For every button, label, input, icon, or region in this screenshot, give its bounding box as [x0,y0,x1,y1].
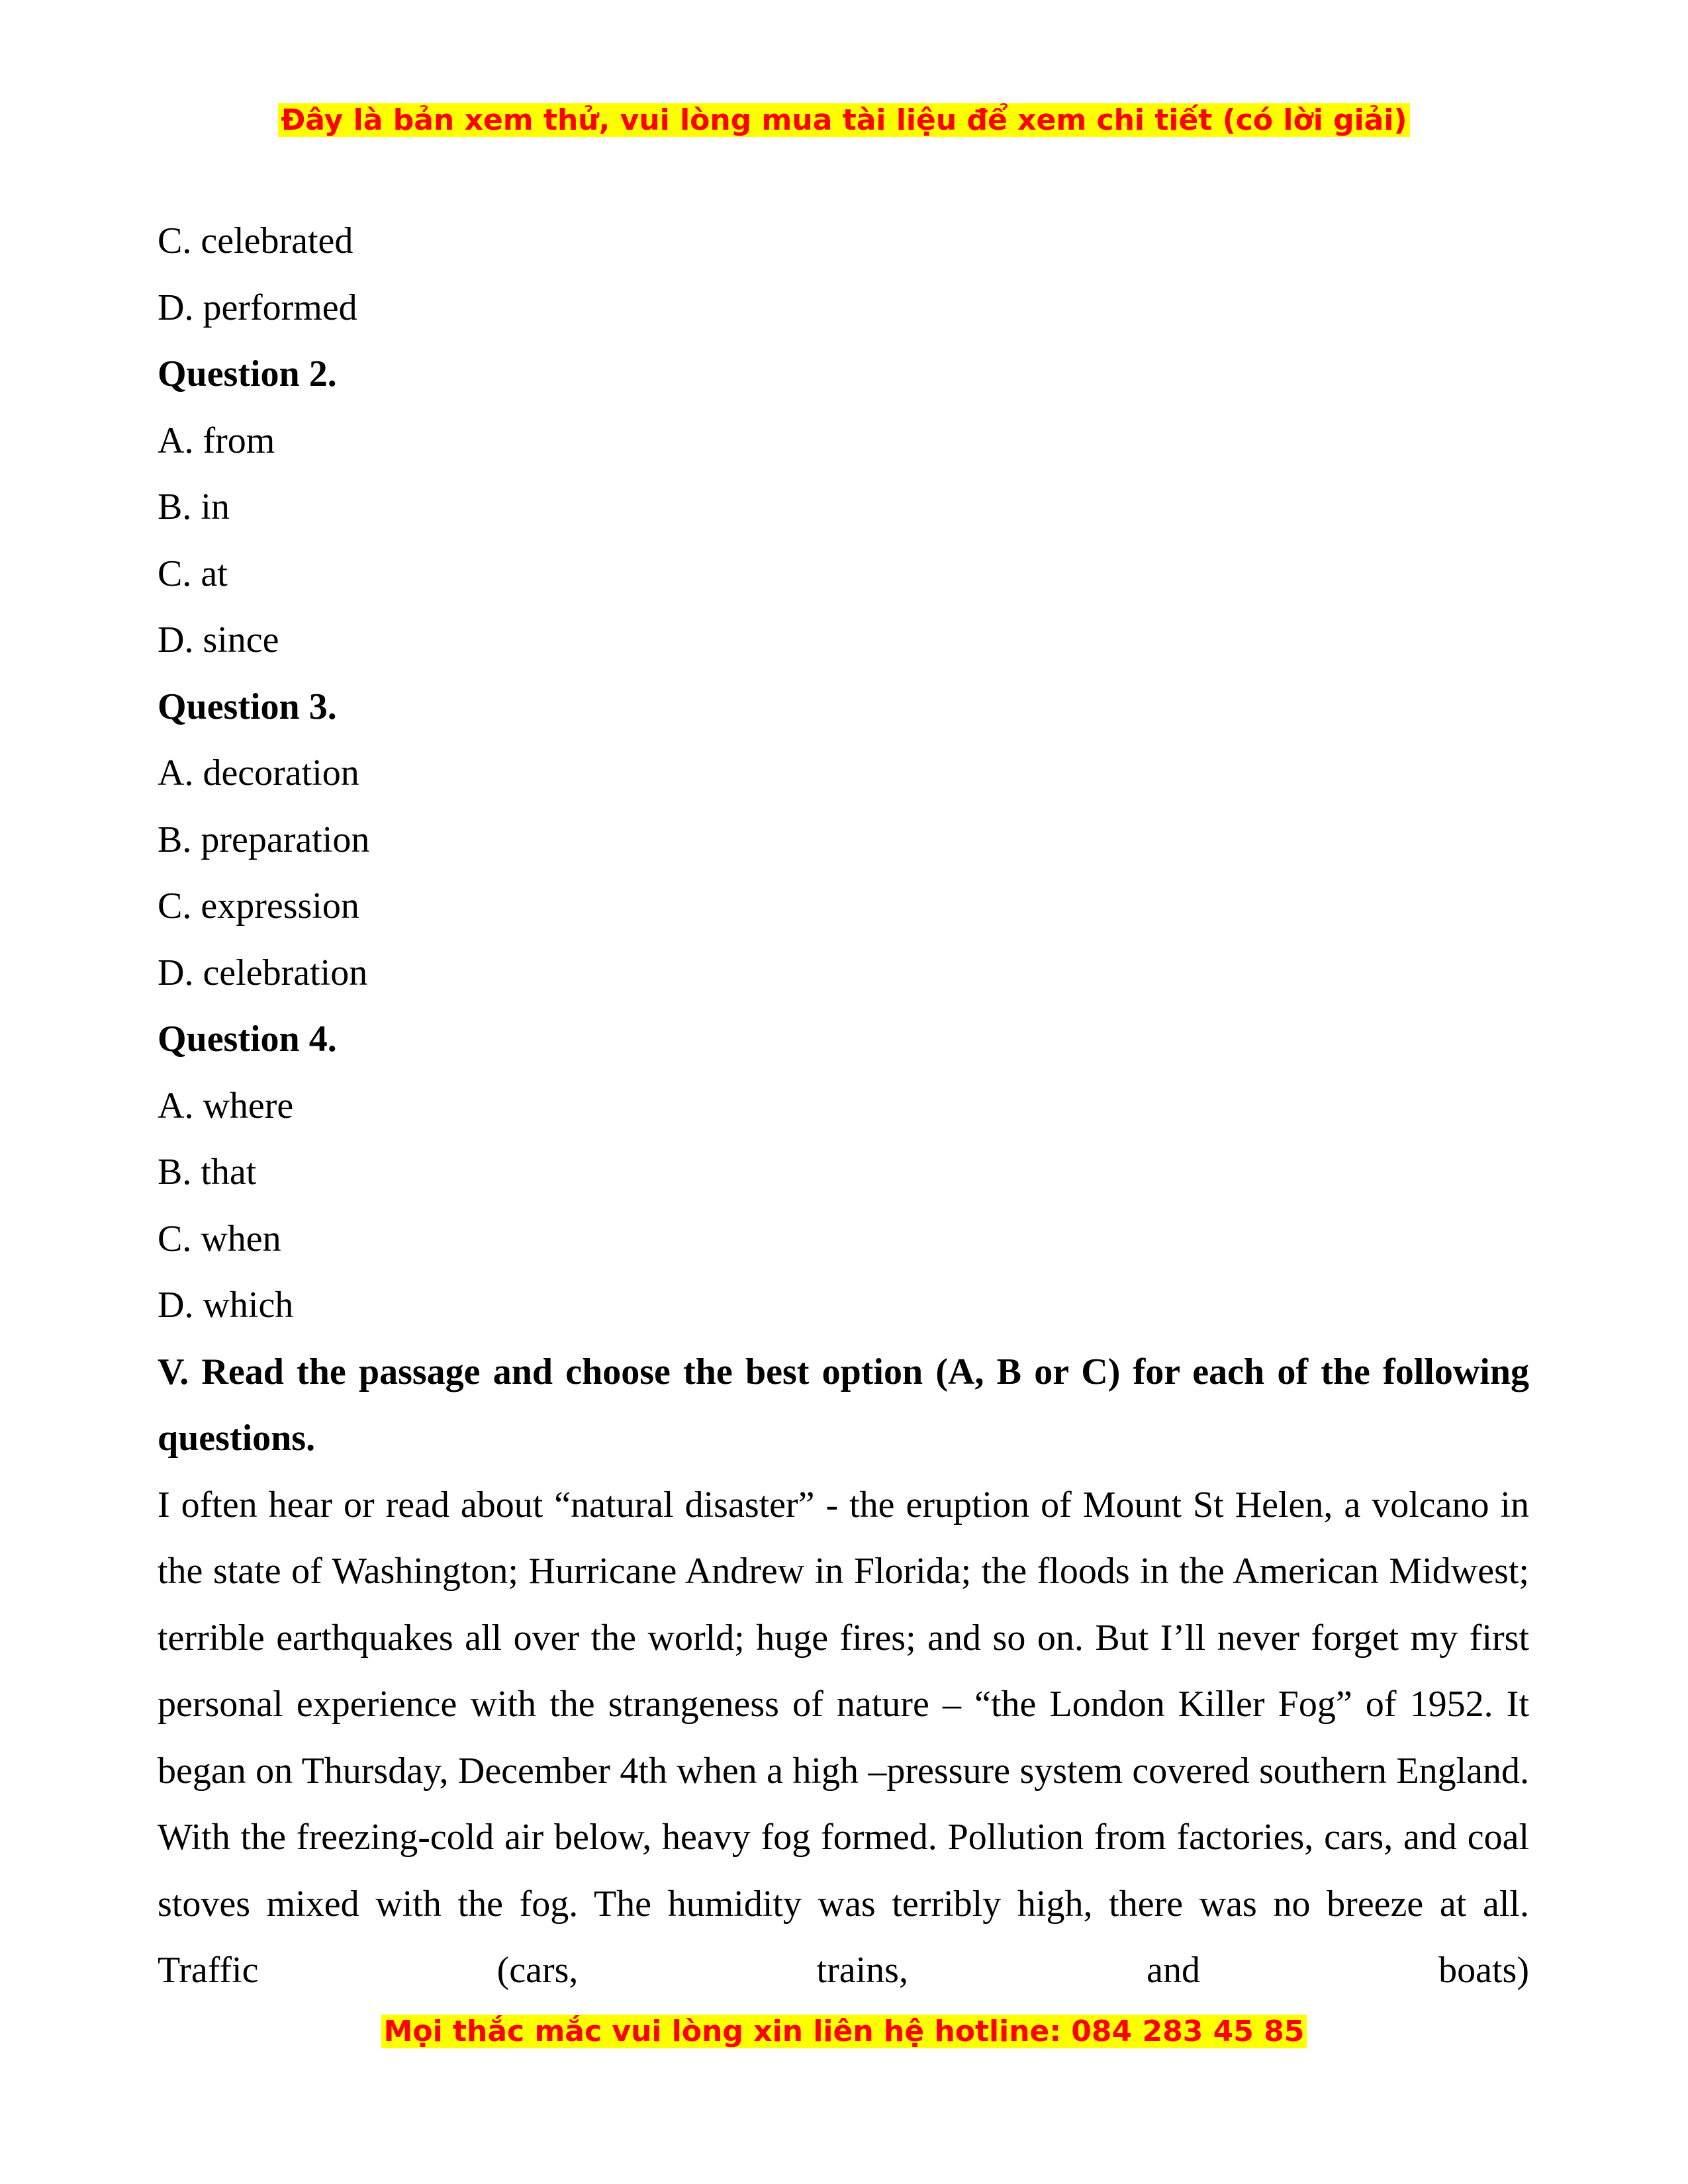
document-body [158,208,1529,2004]
question-heading: Question 3. [158,686,337,727]
option-line: C. expression [158,886,359,927]
question-heading: Question 2. [158,353,337,394]
option-line: D. performed [158,287,357,328]
option-line: A. where [158,1085,294,1126]
question-heading: Question 4. [158,1019,337,1060]
option-line: D. since [158,619,279,660]
option-line: A. from [158,420,275,461]
option-line: B. that [158,1152,257,1193]
section-heading: V. Read the passage and choose the best option (A, B or C) for each of the following questions. [158,1351,1529,1459]
preview-notice-text: Đây là bản xem thử, vui lòng mua tài liệu để xem chi tiết (có lời giải) [278,103,1409,137]
option-line: C. celebrated [158,220,353,261]
hotline-banner [0,2012,1688,2052]
option-line: B. preparation [158,819,370,860]
option-line: D. celebration [158,952,368,993]
option-line: B. in [158,486,230,527]
option-line: A. decoration [158,752,359,794]
preview-notice-banner [0,101,1688,140]
option-line: C. at [158,553,228,594]
reading-passage: I often hear or read about “natural disaster” - the eruption of Mount St Helen, a volcano in the state of Washington; Hurricane Andrew in Florida; the floods in the American Midwest; terrible earthquakes all over the world; huge fires; and so on. But I’ll never forget my first personal experience with the strangeness of nature – “the London Killer Fog” of 1952. It began on Thursday, December 4th when a high –pressure system covered southern England. With the freezing-cold air below, heavy fog formed. Pollution from factories, cars, and coal stoves mixed with the fog. The humidity was terribly high, there was no breeze at all. Traffic (cars, trains, and boats) [158,1484,1529,1991]
hotline-text: Mọi thắc mắc vui lòng xin liên hệ hotline: 084 283 45 85 [381,2015,1307,2048]
option-line: C. when [158,1218,281,1259]
option-line: D. which [158,1285,294,1326]
